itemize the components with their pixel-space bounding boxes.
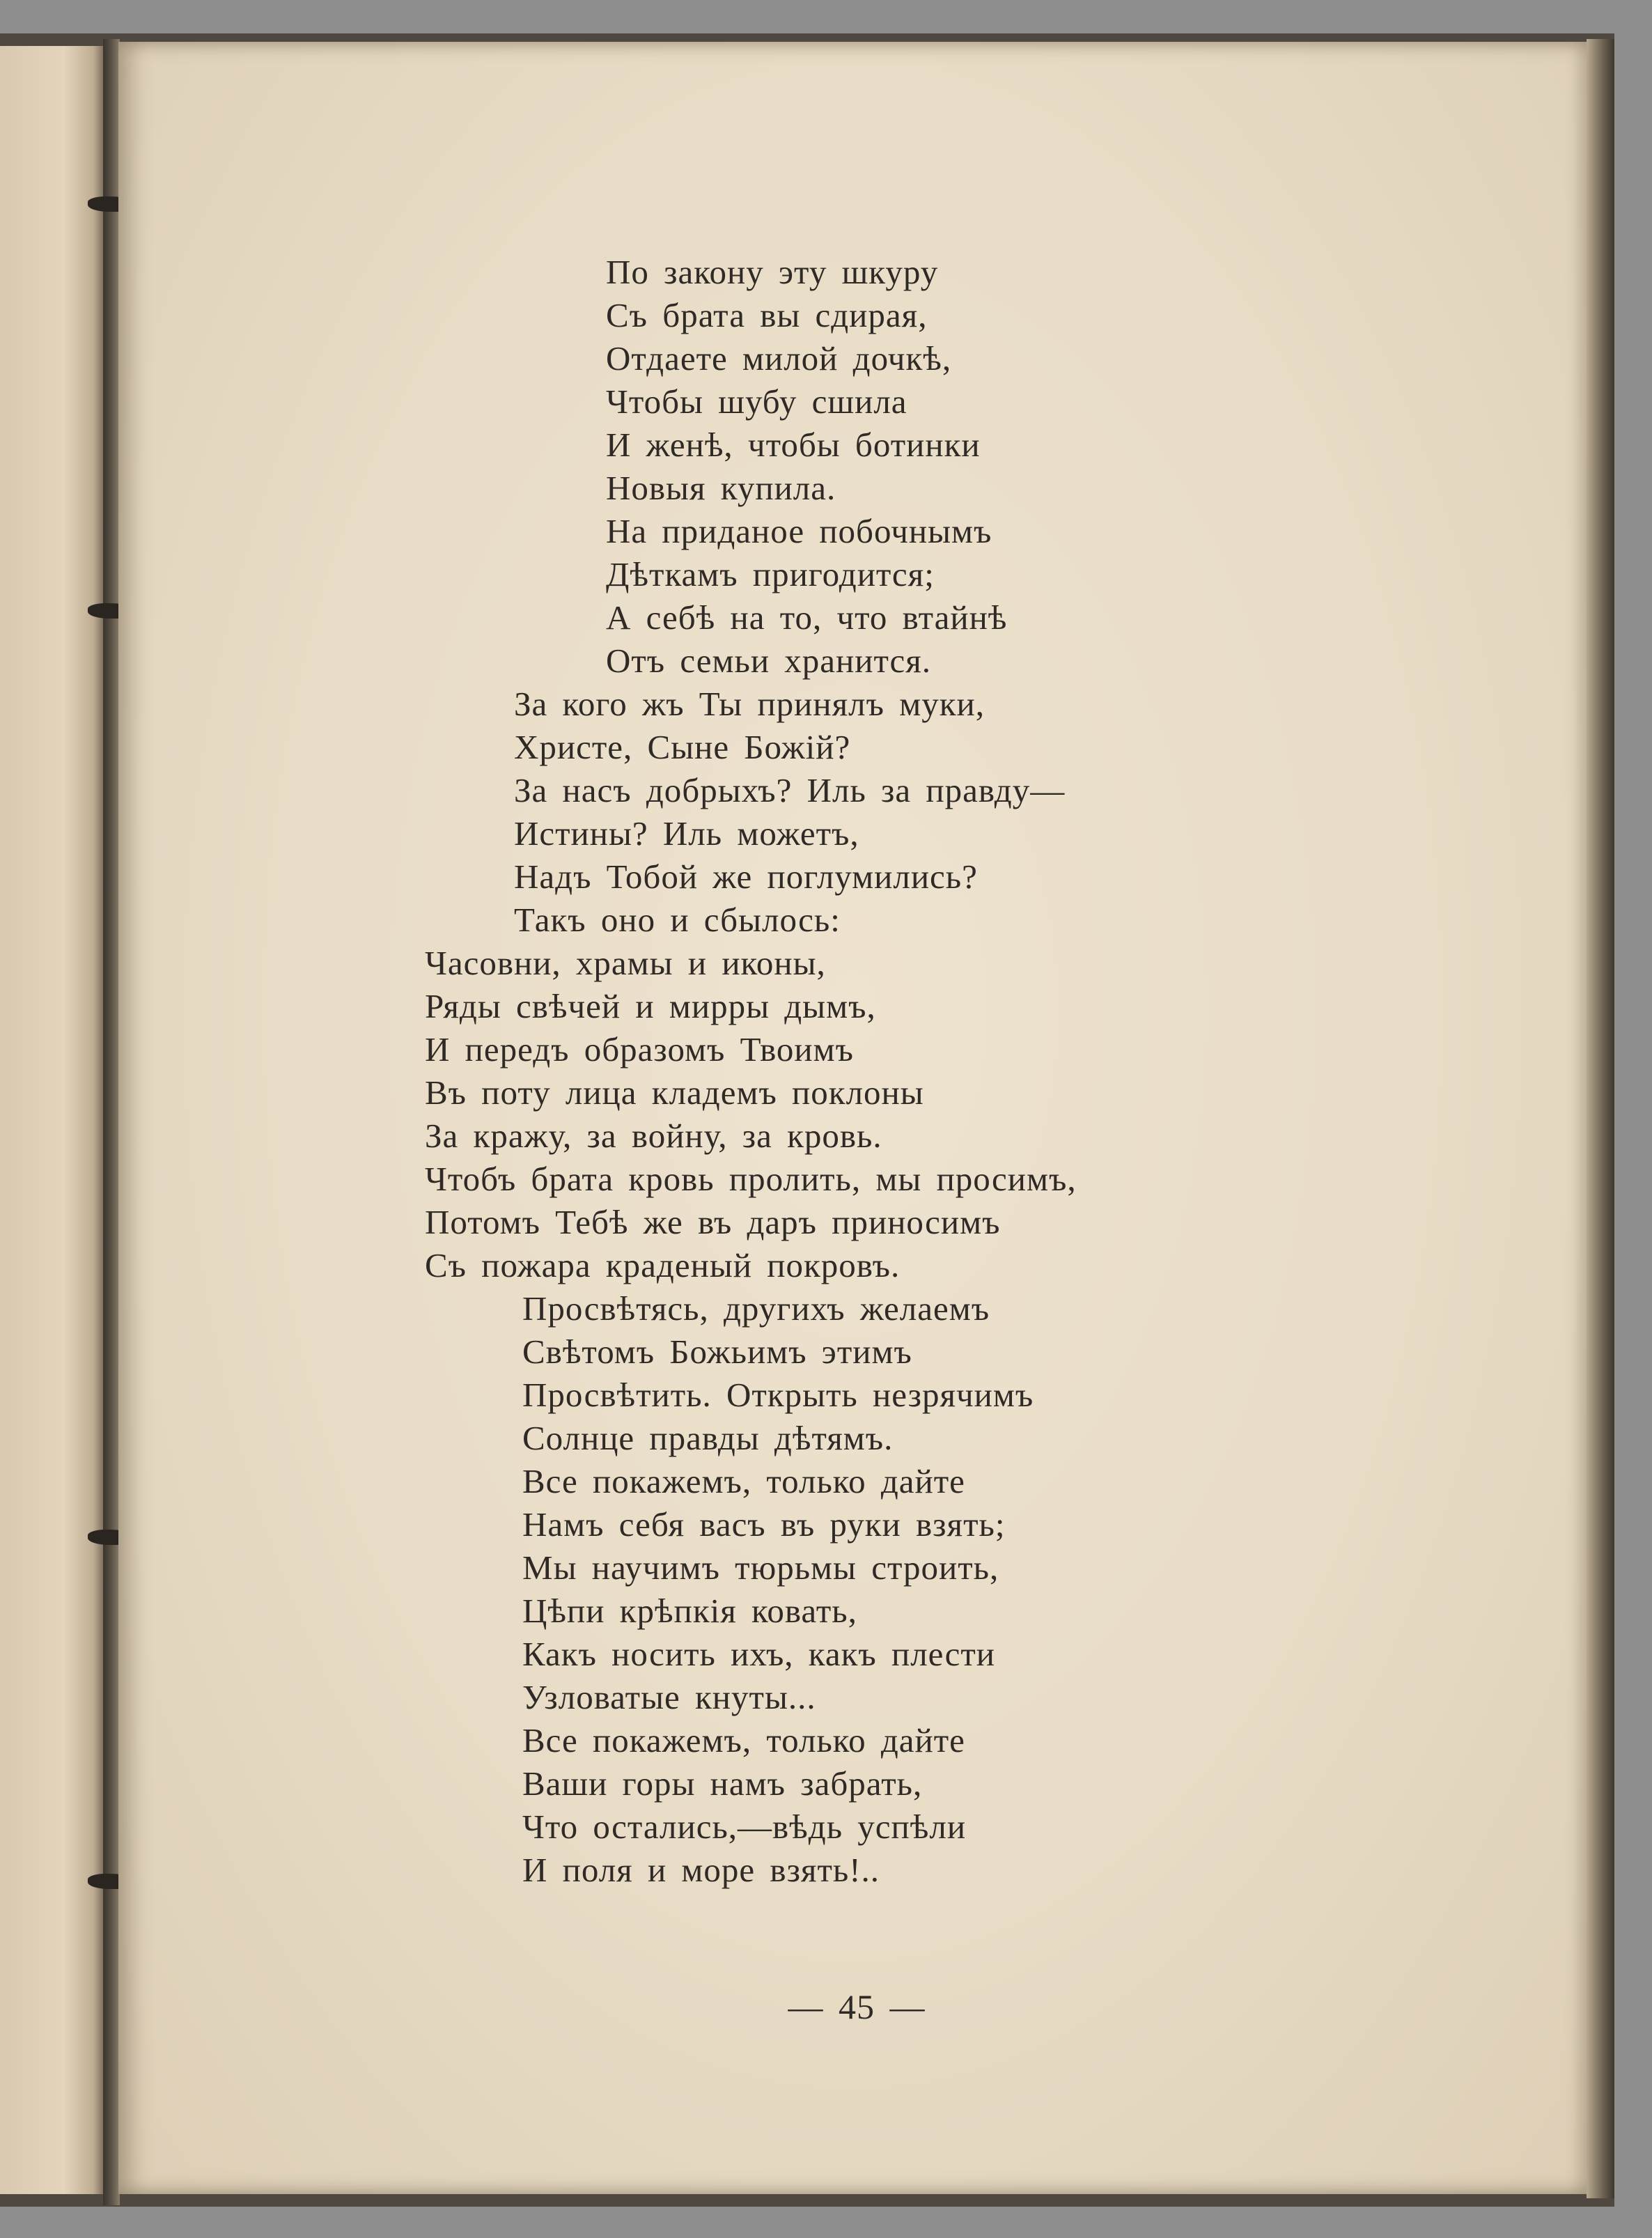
page-number: — 45 —	[788, 1987, 926, 2026]
poem-line: Ряды свѣчей и мирры дымъ,	[425, 987, 876, 1025]
poem-line: За кого жъ Ты принялъ муки,	[514, 685, 985, 723]
poem-line: Солнце правды дѣтямъ.	[522, 1419, 894, 1457]
left-page-edge	[0, 46, 106, 2194]
poem-line: Свѣтомъ Божьимъ этимъ	[522, 1332, 912, 1371]
poem-line: Надъ Тобой же поглумились?	[514, 857, 978, 896]
right-page-edge	[1587, 39, 1614, 2198]
poem-line: Намъ себя васъ въ руки взять;	[522, 1505, 1006, 1544]
poem-line: А себѣ на то, что втайнѣ	[606, 598, 1008, 637]
poem-line: Съ пожара краденый покровъ.	[425, 1246, 901, 1284]
poem-line: Потомъ Тебѣ же въ даръ приносимъ	[425, 1203, 1001, 1241]
poem-line: Просвѣтить. Открыть незрячимъ	[522, 1376, 1034, 1414]
poem-line: Узловатые кнуты...	[522, 1678, 816, 1716]
poem-line: Что остались,—вѣдь успѣли	[522, 1808, 967, 1846]
poem-line: Чтобъ брата кровь пролить, мы просимъ,	[425, 1160, 1077, 1198]
poem-line: Христе, Сыне Божій?	[514, 728, 851, 766]
book-page	[118, 42, 1587, 2194]
poem-line: Дѣткамъ пригодится;	[606, 555, 935, 593]
poem-line: Просвѣтясь, другихъ желаемъ	[522, 1289, 990, 1328]
poem-line: За насъ добрыхъ? Иль за правду—	[514, 771, 1066, 809]
poem-line: Такъ оно и сбылось:	[514, 901, 841, 939]
poem-line: И женѣ, чтобы ботинки	[606, 426, 981, 464]
poem-line: Отъ семьи хранится.	[606, 642, 932, 680]
poem-line: Мы научимъ тюрьмы строить,	[522, 1548, 999, 1587]
poem-line: Съ брата вы сдирая,	[606, 296, 928, 334]
poem-line: За кражу, за войну, за кровь.	[425, 1117, 882, 1155]
poem-line: Чтобы шубу сшила	[606, 382, 907, 421]
poem-line: И передъ образомъ Твоимъ	[425, 1030, 854, 1069]
poem-line: Новыя купила.	[606, 469, 836, 507]
poem-line: Въ поту лица кладемъ поклоны	[425, 1073, 924, 1112]
poem-text	[118, 42, 1587, 2194]
poem-line: Все покажемъ, только дайте	[522, 1721, 965, 1759]
poem-line: Цѣпи крѣпкія ковать,	[522, 1592, 857, 1630]
poem-line: И поля и море взять!..	[522, 1851, 880, 1889]
poem-line: Часовни, храмы и иконы,	[425, 944, 826, 982]
poem-line: На приданое побочнымъ	[606, 512, 992, 550]
poem-line: Какъ носить ихъ, какъ плести	[522, 1635, 996, 1673]
poem-line: По закону эту шкуру	[606, 253, 939, 291]
poem-line: Ваши горы намъ забрать,	[522, 1764, 923, 1803]
poem-line: Истины? Иль можетъ,	[514, 814, 859, 853]
poem-line: Все покажемъ, только дайте	[522, 1462, 965, 1500]
poem-line: Отдаете милой дочкѣ,	[606, 339, 952, 378]
